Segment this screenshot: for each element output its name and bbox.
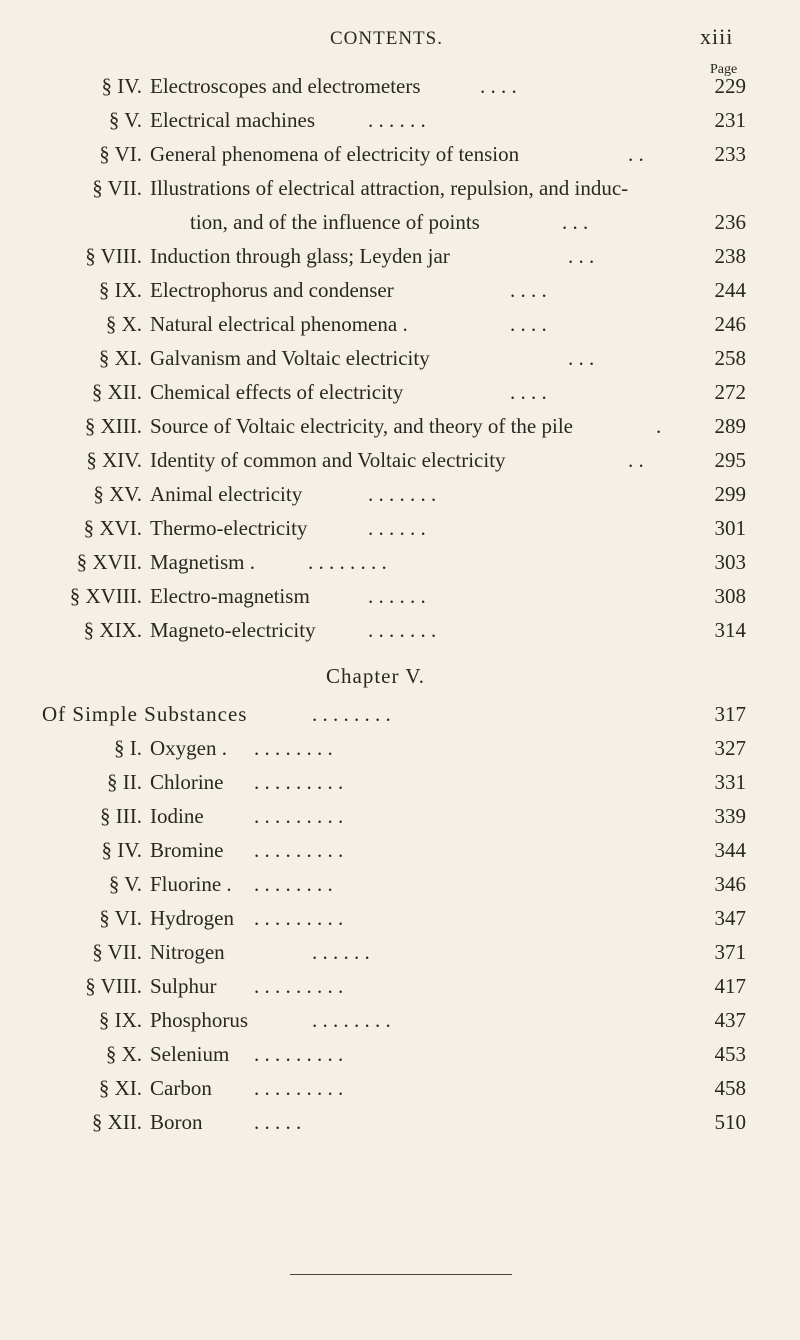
leader-dots: . . . . . . . . . <box>254 804 344 828</box>
toc-entry[interactable] <box>0 244 800 274</box>
entry-title: Hydrogen <box>150 906 234 930</box>
entry-title: Chemical effects of electricity <box>150 380 404 404</box>
section-number: § XI. <box>98 1076 142 1100</box>
part-heading-title: Of Simple Substances <box>42 702 248 726</box>
section-number: § VII. <box>92 176 142 200</box>
running-title: CONTENTS. <box>330 28 443 49</box>
leader-dots: . . . . . . . . . <box>254 1042 344 1066</box>
section-number: § VI. <box>99 906 142 930</box>
section-number: § XVII. <box>76 550 142 574</box>
section-number: § V. <box>108 872 142 896</box>
entry-title: Thermo-electricity <box>150 516 308 540</box>
toc-entry[interactable] <box>0 974 800 1004</box>
entry-title: Animal electricity <box>150 482 303 506</box>
section-number: § XVIII. <box>69 584 142 608</box>
entry-title: Bromine <box>150 838 224 862</box>
toc-entry[interactable] <box>0 736 800 766</box>
toc-entry[interactable] <box>0 346 800 376</box>
toc-entry[interactable] <box>0 804 800 834</box>
section-number: § V. <box>108 108 142 132</box>
leader-dots: . . . . . . . . <box>254 872 333 896</box>
toc-entry[interactable] <box>0 142 800 172</box>
entry-title: Electrophorus and condenser <box>150 278 394 302</box>
toc-part-heading[interactable] <box>0 702 800 732</box>
entry-title: Source of Voltaic electricity, and theory of the pile <box>150 414 573 438</box>
page-number: 371 <box>714 940 746 964</box>
toc-entry[interactable] <box>0 448 800 478</box>
toc-entry[interactable] <box>0 618 800 648</box>
page-number: 295 <box>714 448 746 472</box>
page-number: 453 <box>714 1042 746 1066</box>
toc-entry[interactable] <box>0 1076 800 1106</box>
leader-dots: . . . <box>562 210 589 234</box>
page-number: 347 <box>714 906 746 930</box>
entry-title: Galvanism and Voltaic electricity <box>150 346 430 370</box>
section-number: § IV. <box>101 838 142 862</box>
section-number: § XII. <box>91 1110 142 1134</box>
leader-dots: . . . . . . . . . <box>254 770 344 794</box>
toc-entry[interactable] <box>0 176 800 206</box>
toc-entry[interactable] <box>0 1110 800 1140</box>
page-number: 301 <box>714 516 746 540</box>
toc-entry[interactable] <box>0 872 800 902</box>
section-number: § III. <box>100 804 142 828</box>
leader-dots: . . . . . . . <box>368 618 437 642</box>
section-number: § X. <box>105 1042 142 1066</box>
leader-dots: . . . . . . <box>312 940 370 964</box>
leader-dots: . . . . . . . . <box>312 1008 391 1032</box>
toc-entry[interactable] <box>0 1008 800 1038</box>
toc-entry[interactable] <box>0 516 800 546</box>
leader-dots: . . . . . . <box>368 516 426 540</box>
entry-title: Illustrations of electrical attraction, repulsion, and induc- <box>150 176 629 200</box>
leader-dots: . . . . <box>480 74 517 98</box>
leader-dots: . . . . . . . . . <box>254 974 344 998</box>
section-number: § XIX. <box>83 618 142 642</box>
page-number: 272 <box>714 380 746 404</box>
leader-dots: . . . . . . . . <box>312 702 391 726</box>
section-number: § VIII. <box>85 974 142 998</box>
toc-entry[interactable] <box>0 940 800 970</box>
toc-entry[interactable] <box>0 380 800 410</box>
page-number: 458 <box>714 1076 746 1100</box>
section-number: § XVI. <box>83 516 142 540</box>
entry-title: Magneto-electricity <box>150 618 316 642</box>
leader-dots: . . . . . . . . <box>254 736 333 760</box>
toc-entry-continuation[interactable] <box>0 210 800 240</box>
entry-title: Iodine <box>150 804 204 828</box>
entry-title: Selenium <box>150 1042 230 1066</box>
page-numeral: xiii <box>700 24 734 49</box>
entry-title: General phenomena of electricity of tension <box>150 142 520 166</box>
toc-entry[interactable] <box>0 74 800 104</box>
toc-entry[interactable] <box>0 482 800 512</box>
leader-dots: . . . . <box>510 312 547 336</box>
entry-title-continuation: tion, and of the influence of points <box>190 210 480 234</box>
page-number: 314 <box>714 618 746 642</box>
page-number: 246 <box>714 312 746 336</box>
toc-entry[interactable] <box>0 906 800 936</box>
page-number: 510 <box>714 1110 746 1134</box>
leader-dots: . . . . . . . <box>368 482 437 506</box>
entry-title: Oxygen . <box>150 736 227 760</box>
page-number: 303 <box>714 550 746 574</box>
page-number: 258 <box>714 346 746 370</box>
entry-title: Induction through glass; Leyden jar <box>150 244 450 268</box>
page-number: 236 <box>714 210 746 234</box>
toc-entry[interactable] <box>0 584 800 614</box>
page-number: 317 <box>714 702 746 726</box>
section-number: § I. <box>114 736 142 760</box>
leader-dots: . . . <box>568 346 595 370</box>
leader-dots: . . <box>628 448 644 472</box>
leader-dots: . . . . . . <box>368 584 426 608</box>
section-number: § IX. <box>98 1008 142 1032</box>
leader-dots: . . . . . . . . . <box>254 906 344 930</box>
page-number: 229 <box>714 74 746 98</box>
section-number: § IV. <box>101 74 142 98</box>
page-number: 339 <box>714 804 746 828</box>
leader-dots: . . . <box>568 244 595 268</box>
section-number: § XI. <box>98 346 142 370</box>
toc-entry[interactable] <box>0 108 800 138</box>
page-number: 417 <box>714 974 746 998</box>
page-number: 231 <box>714 108 746 132</box>
entry-title: Electrical machines <box>150 108 315 132</box>
toc-entry[interactable] <box>0 278 800 308</box>
page-number: 299 <box>714 482 746 506</box>
end-rule <box>290 1274 512 1275</box>
entry-title: Identity of common and Voltaic electricity <box>150 448 506 472</box>
entry-title: Nitrogen <box>150 940 225 964</box>
section-number: § X. <box>105 312 142 336</box>
leader-dots: . . . . <box>510 380 547 404</box>
section-number: § II. <box>107 770 142 794</box>
page-number: 327 <box>714 736 746 760</box>
page-number: 289 <box>714 414 746 438</box>
toc-entry[interactable] <box>0 550 800 580</box>
toc-entry[interactable] <box>0 770 800 800</box>
section-number: § XV. <box>93 482 142 506</box>
page-column-label: Page <box>710 62 738 77</box>
section-number: § XIV. <box>86 448 142 472</box>
leader-dots: . . . . . . . . <box>308 550 387 574</box>
page-number: 331 <box>714 770 746 794</box>
page-number: 344 <box>714 838 746 862</box>
page-number: 308 <box>714 584 746 608</box>
toc-entry[interactable] <box>0 1042 800 1072</box>
section-number: § VIII. <box>85 244 142 268</box>
toc-entry[interactable] <box>0 838 800 868</box>
entry-title: Electro-magnetism <box>150 584 310 608</box>
entry-title: Sulphur <box>150 974 217 998</box>
leader-dots: . . <box>628 142 644 166</box>
chapter-heading: Chapter V. <box>326 664 426 688</box>
page-number: 346 <box>714 872 746 896</box>
leader-dots: . . . . . . . . . <box>254 1076 344 1100</box>
leader-dots: . . . . . . . . . <box>254 838 344 862</box>
toc-entry[interactable] <box>0 312 800 342</box>
section-number: § XIII. <box>84 414 142 438</box>
entry-title: Chlorine <box>150 770 224 794</box>
entry-title: Boron <box>150 1110 203 1134</box>
leader-dots: . . . . . <box>254 1110 302 1134</box>
toc-entry[interactable] <box>0 414 800 444</box>
page-number: 244 <box>714 278 746 302</box>
leader-dots: . . . . <box>510 278 547 302</box>
leader-dots: . . . . . . <box>368 108 426 132</box>
entry-title: Carbon <box>150 1076 212 1100</box>
page-number: 238 <box>714 244 746 268</box>
entry-title: Electroscopes and electrometers <box>150 74 421 98</box>
leader-dots: . <box>656 414 662 438</box>
section-number: § XII. <box>91 380 142 404</box>
page-number: 437 <box>714 1008 746 1032</box>
entry-title: Phosphorus <box>150 1008 249 1032</box>
section-number: § IX. <box>98 278 142 302</box>
entry-title: Fluorine . <box>150 872 232 896</box>
entry-title: Magnetism . <box>150 550 255 574</box>
entry-title: Natural electrical phenomena . <box>150 312 408 336</box>
section-number: § VI. <box>99 142 142 166</box>
section-number: § VII. <box>92 940 142 964</box>
page-number: 233 <box>714 142 746 166</box>
